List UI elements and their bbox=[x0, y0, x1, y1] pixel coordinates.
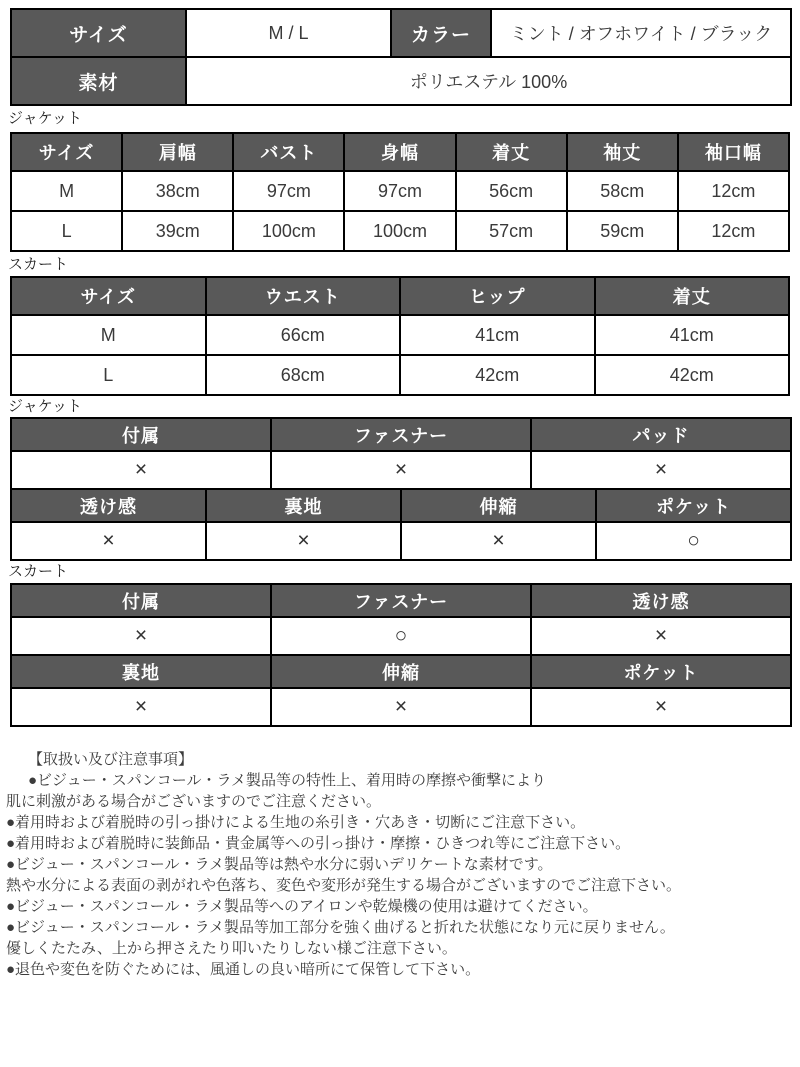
measure-cell: 97cm bbox=[233, 171, 344, 211]
jacket-size-section-label: ジャケット bbox=[8, 110, 82, 127]
size-cell: M bbox=[11, 315, 206, 355]
size-cell: L bbox=[11, 211, 122, 251]
material-value-cell: ポリエステル 100% bbox=[186, 57, 791, 105]
feature-header: ポケット bbox=[531, 655, 791, 688]
column-header: 袖口幅 bbox=[678, 133, 789, 171]
skirt-size-table bbox=[10, 276, 790, 396]
jacket-features-section-label: ジャケット bbox=[8, 398, 82, 415]
size-label-cell: サイズ bbox=[11, 9, 186, 57]
jacket-features-value-row-2 bbox=[11, 522, 791, 560]
feature-mark: × bbox=[531, 688, 791, 726]
column-header: 着丈 bbox=[456, 133, 567, 171]
measure-cell: 38cm bbox=[122, 171, 233, 211]
care-note-line: ●ビジュー・スパンコール・ラメ製品等は熱や水分に弱いデリケートな素材です。 bbox=[6, 856, 553, 873]
feature-mark: × bbox=[401, 522, 596, 560]
feature-mark: ○ bbox=[271, 617, 531, 655]
skirt-size-section-label: スカート bbox=[8, 256, 69, 273]
feature-header: ファスナー bbox=[271, 418, 531, 451]
spec-table bbox=[10, 8, 792, 106]
measure-cell: 100cm bbox=[344, 211, 455, 251]
measure-cell: 12cm bbox=[678, 171, 789, 211]
feature-header: 裏地 bbox=[206, 489, 401, 522]
measure-cell: 42cm bbox=[400, 355, 595, 395]
care-notes bbox=[6, 749, 792, 980]
skirt-features-table bbox=[10, 583, 792, 727]
measure-cell: 66cm bbox=[206, 315, 401, 355]
measure-cell: 41cm bbox=[400, 315, 595, 355]
size-cell: M bbox=[11, 171, 122, 211]
measure-cell: 97cm bbox=[344, 171, 455, 211]
jacket-features-header-row-1 bbox=[11, 418, 791, 451]
jacket-size-header-row bbox=[11, 133, 789, 171]
jacket-size-row-l bbox=[11, 211, 789, 251]
measure-cell: 42cm bbox=[595, 355, 790, 395]
measure-cell: 68cm bbox=[206, 355, 401, 395]
column-header: サイズ bbox=[11, 133, 122, 171]
measure-cell: 58cm bbox=[567, 171, 678, 211]
feature-header: 透け感 bbox=[11, 489, 206, 522]
jacket-size-table bbox=[10, 132, 790, 252]
care-note-line: ●ビジュー・スパンコール・ラメ製品等の特性上、着用時の摩擦や衝撃により bbox=[28, 772, 547, 789]
skirt-features-header-row-2 bbox=[11, 655, 791, 688]
measure-cell: 100cm bbox=[233, 211, 344, 251]
size-value-cell: M / L bbox=[186, 9, 391, 57]
measure-cell: 39cm bbox=[122, 211, 233, 251]
feature-mark: × bbox=[11, 522, 206, 560]
skirt-features-section-label: スカート bbox=[8, 563, 69, 580]
skirt-size-row-l bbox=[11, 355, 789, 395]
care-note-line: ●着用時および着脱時に装飾品・貴金属等への引っ掛け・摩擦・ひきつれ等にご注意下さい。 bbox=[6, 835, 631, 852]
skirt-features-value-row-1 bbox=[11, 617, 791, 655]
jacket-features-value-row-1 bbox=[11, 451, 791, 489]
feature-mark: ○ bbox=[596, 522, 791, 560]
care-note-line: 優しくたたみ、上から押さえたり叩いたりしない様ご注意下さい。 bbox=[6, 940, 457, 957]
feature-mark: × bbox=[531, 617, 791, 655]
color-label-cell: カラー bbox=[391, 9, 491, 57]
column-header: ヒップ bbox=[400, 277, 595, 315]
feature-header: ポケット bbox=[596, 489, 791, 522]
skirt-features-header-row-1 bbox=[11, 584, 791, 617]
feature-mark: × bbox=[206, 522, 401, 560]
feature-header: 伸縮 bbox=[271, 655, 531, 688]
color-value-cell: ミント / オフホワイト / ブラック bbox=[491, 9, 791, 57]
jacket-features-header-row-2 bbox=[11, 489, 791, 522]
spec-row-size-color bbox=[11, 9, 791, 57]
skirt-size-row-m bbox=[11, 315, 789, 355]
measure-cell: 59cm bbox=[567, 211, 678, 251]
feature-mark: × bbox=[531, 451, 791, 489]
feature-mark: × bbox=[11, 688, 271, 726]
column-header: サイズ bbox=[11, 277, 206, 315]
care-notes-title: 【取扱い及び注意事項】 bbox=[28, 751, 194, 768]
feature-header: 透け感 bbox=[531, 584, 791, 617]
care-note-line: 熱や水分による表面の剥がれや色落ち、変色や変形が発生する場合がございますのでご注意下さい。 bbox=[6, 877, 682, 894]
feature-header: 付属 bbox=[11, 418, 271, 451]
column-header: 着丈 bbox=[595, 277, 790, 315]
column-header: 袖丈 bbox=[567, 133, 678, 171]
feature-header: 裏地 bbox=[11, 655, 271, 688]
jacket-size-row-m bbox=[11, 171, 789, 211]
feature-header: ファスナー bbox=[271, 584, 531, 617]
measure-cell: 56cm bbox=[456, 171, 567, 211]
measure-cell: 57cm bbox=[456, 211, 567, 251]
skirt-features-value-row-2 bbox=[11, 688, 791, 726]
care-note-line: 肌に刺激がある場合がございますのでご注意ください。 bbox=[6, 793, 382, 810]
care-note-line: ●退色や変色を防ぐためには、風通しの良い暗所にて保管して下さい。 bbox=[6, 961, 481, 978]
feature-mark: × bbox=[11, 617, 271, 655]
column-header: 肩幅 bbox=[122, 133, 233, 171]
feature-mark: × bbox=[271, 451, 531, 489]
feature-header: 伸縮 bbox=[401, 489, 596, 522]
spec-row-material bbox=[11, 57, 791, 105]
material-label-cell: 素材 bbox=[11, 57, 186, 105]
skirt-size-header-row bbox=[11, 277, 789, 315]
care-note-line: ●ビジュー・スパンコール・ラメ製品等加工部分を強く曲げると折れた状態になり元に戻りません。 bbox=[6, 919, 675, 936]
feature-header: パッド bbox=[531, 418, 791, 451]
column-header: 身幅 bbox=[344, 133, 455, 171]
column-header: ウエスト bbox=[206, 277, 401, 315]
feature-mark: × bbox=[11, 451, 271, 489]
column-header: バスト bbox=[233, 133, 344, 171]
measure-cell: 41cm bbox=[595, 315, 790, 355]
care-note-line: ●ビジュー・スパンコール・ラメ製品等へのアイロンや乾燥機の使用は避けてください。 bbox=[6, 898, 598, 915]
care-note-line: ●着用時および着脱時の引っ掛けによる生地の糸引き・穴あき・切断にご注意下さい。 bbox=[6, 814, 586, 831]
size-cell: L bbox=[11, 355, 206, 395]
jacket-features-table bbox=[10, 417, 792, 561]
feature-mark: × bbox=[271, 688, 531, 726]
measure-cell: 12cm bbox=[678, 211, 789, 251]
feature-header: 付属 bbox=[11, 584, 271, 617]
